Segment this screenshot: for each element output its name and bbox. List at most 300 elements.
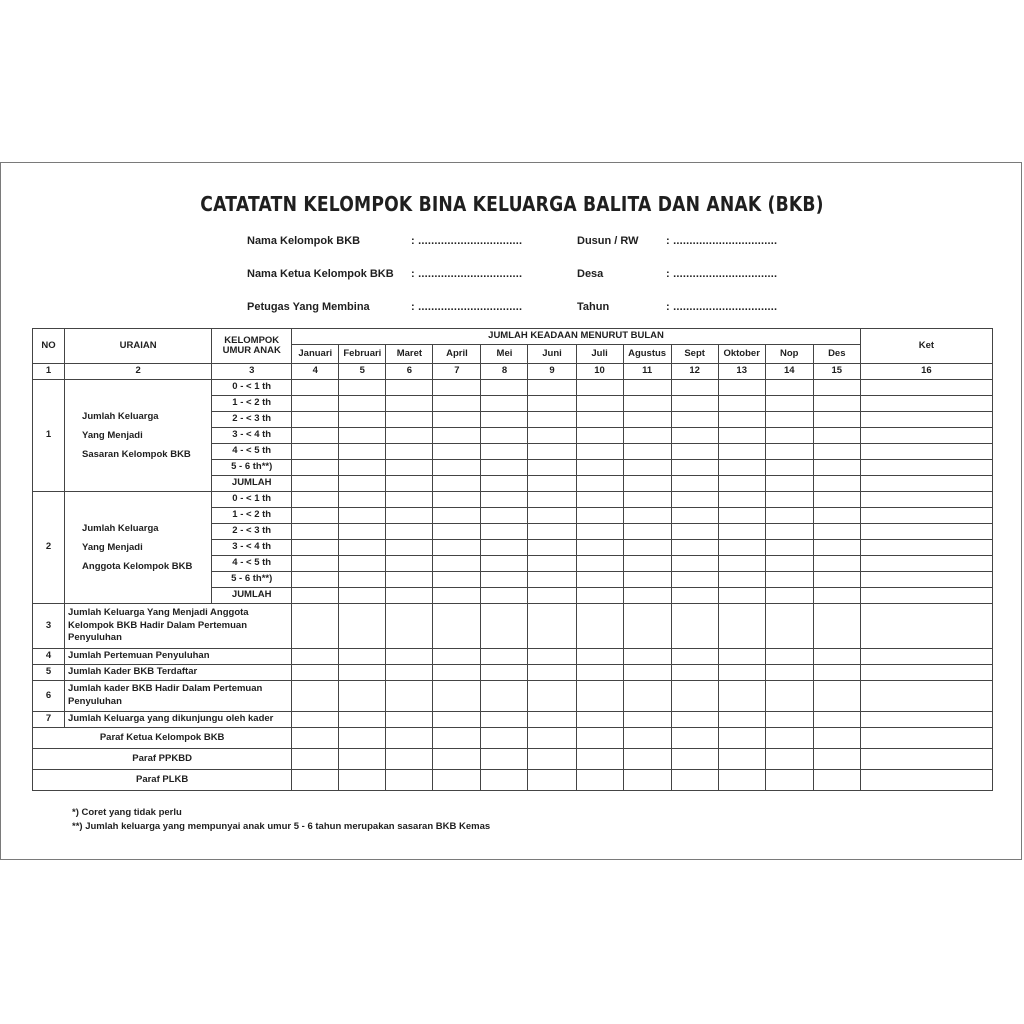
empty-cell <box>623 681 671 712</box>
empty-cell <box>528 460 576 476</box>
empty-cell <box>671 380 718 396</box>
empty-cell <box>860 681 992 712</box>
empty-cell <box>718 524 765 540</box>
column-number: 1 <box>33 364 65 380</box>
empty-cell <box>481 428 528 444</box>
empty-cell <box>339 665 386 681</box>
empty-cell <box>623 476 671 492</box>
empty-cell <box>339 460 386 476</box>
empty-cell <box>765 428 813 444</box>
section-description <box>65 380 212 492</box>
empty-cell <box>292 728 339 749</box>
empty-cell <box>576 728 623 749</box>
empty-cell <box>671 604 718 649</box>
empty-cell <box>481 604 528 649</box>
info-value-tahun: : ................................ <box>666 301 778 313</box>
empty-cell <box>576 460 623 476</box>
empty-cell <box>528 524 576 540</box>
empty-cell <box>433 572 481 588</box>
empty-cell <box>481 444 528 460</box>
empty-cell <box>718 665 765 681</box>
empty-cell <box>292 604 339 649</box>
empty-cell <box>528 749 576 770</box>
empty-cell <box>339 681 386 712</box>
empty-cell <box>576 380 623 396</box>
month-header: April <box>433 345 481 364</box>
bkb-record-table <box>32 328 993 791</box>
empty-cell <box>292 508 339 524</box>
empty-cell <box>860 476 992 492</box>
empty-cell <box>813 396 860 412</box>
empty-cell <box>386 412 433 428</box>
empty-cell <box>433 476 481 492</box>
empty-cell <box>718 540 765 556</box>
empty-cell <box>813 476 860 492</box>
empty-cell <box>292 712 339 728</box>
empty-cell <box>623 649 671 665</box>
empty-cell <box>623 540 671 556</box>
empty-cell <box>386 572 433 588</box>
column-number: 13 <box>718 364 765 380</box>
empty-cell <box>671 412 718 428</box>
column-number: 4 <box>292 364 339 380</box>
month-header: Maret <box>386 345 433 364</box>
empty-cell <box>339 749 386 770</box>
empty-cell <box>528 572 576 588</box>
empty-cell <box>433 604 481 649</box>
month-header: Oktober <box>718 345 765 364</box>
empty-cell <box>576 412 623 428</box>
empty-cell <box>765 460 813 476</box>
empty-cell <box>339 396 386 412</box>
empty-cell <box>576 492 623 508</box>
empty-cell <box>433 380 481 396</box>
empty-cell <box>292 444 339 460</box>
empty-cell <box>292 556 339 572</box>
empty-cell <box>813 556 860 572</box>
table-row <box>33 665 993 681</box>
empty-cell <box>433 712 481 728</box>
empty-cell <box>718 649 765 665</box>
empty-cell <box>576 665 623 681</box>
empty-cell <box>671 396 718 412</box>
age-group-cell: 3 - < 4 th <box>212 540 292 556</box>
empty-cell <box>481 770 528 791</box>
empty-cell <box>671 460 718 476</box>
info-value-nama-kelompok: : ................................ <box>411 235 523 247</box>
empty-cell <box>528 770 576 791</box>
column-number: 2 <box>65 364 212 380</box>
column-number: 11 <box>623 364 671 380</box>
empty-cell <box>671 649 718 665</box>
empty-cell <box>623 572 671 588</box>
empty-cell <box>528 681 576 712</box>
age-group-cell: 4 - < 5 th <box>212 556 292 572</box>
empty-cell <box>860 396 992 412</box>
column-number: 7 <box>433 364 481 380</box>
empty-cell <box>528 712 576 728</box>
info-value-nama-ketua: : ................................ <box>411 268 523 280</box>
empty-cell <box>671 665 718 681</box>
age-group-cell: 2 - < 3 th <box>212 524 292 540</box>
empty-cell <box>576 396 623 412</box>
empty-cell <box>765 572 813 588</box>
empty-cell <box>860 770 992 791</box>
empty-cell <box>623 444 671 460</box>
table-row <box>33 380 993 396</box>
empty-cell <box>481 476 528 492</box>
empty-cell <box>339 476 386 492</box>
empty-cell <box>292 396 339 412</box>
empty-cell <box>386 712 433 728</box>
empty-cell <box>860 428 992 444</box>
empty-cell <box>433 749 481 770</box>
empty-cell <box>813 428 860 444</box>
empty-cell <box>623 665 671 681</box>
empty-cell <box>433 460 481 476</box>
empty-cell <box>813 412 860 428</box>
empty-cell <box>813 508 860 524</box>
empty-cell <box>623 728 671 749</box>
age-group-cell: 4 - < 5 th <box>212 444 292 460</box>
empty-cell <box>860 649 992 665</box>
footnote-2: **) Jumlah keluarga yang mempunyai anak umur 5 - 6 tahun merupakan sasaran BKB Kemas <box>72 821 491 832</box>
empty-cell <box>765 508 813 524</box>
empty-cell <box>481 508 528 524</box>
empty-cell <box>718 428 765 444</box>
column-number: 10 <box>576 364 623 380</box>
empty-cell <box>860 412 992 428</box>
empty-cell <box>576 540 623 556</box>
empty-cell <box>671 749 718 770</box>
empty-cell <box>813 492 860 508</box>
empty-cell <box>433 556 481 572</box>
empty-cell <box>860 749 992 770</box>
footnotes <box>72 806 490 834</box>
empty-cell <box>528 476 576 492</box>
empty-cell <box>860 712 992 728</box>
section-description <box>65 492 212 604</box>
empty-cell <box>386 508 433 524</box>
empty-cell <box>860 460 992 476</box>
empty-cell <box>528 492 576 508</box>
empty-cell <box>292 492 339 508</box>
header-kelompok-umur: KELOMPOK UMUR ANAK <box>212 329 292 364</box>
empty-cell <box>433 412 481 428</box>
month-header: Des <box>813 345 860 364</box>
empty-cell <box>292 460 339 476</box>
row-description: Jumlah Pertemuan Penyuluhan <box>65 649 292 665</box>
empty-cell <box>813 588 860 604</box>
row-description: Jumlah Keluarga yang dikunjungu oleh kader <box>65 712 292 728</box>
column-number-row <box>33 364 993 380</box>
empty-cell <box>623 396 671 412</box>
info-label-petugas: Petugas Yang Membina <box>247 301 370 313</box>
empty-cell <box>339 588 386 604</box>
empty-cell <box>386 770 433 791</box>
column-number: 9 <box>528 364 576 380</box>
empty-cell <box>813 380 860 396</box>
empty-cell <box>623 749 671 770</box>
empty-cell <box>528 540 576 556</box>
empty-cell <box>292 476 339 492</box>
empty-cell <box>718 604 765 649</box>
empty-cell <box>576 604 623 649</box>
empty-cell <box>765 770 813 791</box>
empty-cell <box>576 649 623 665</box>
empty-cell <box>292 428 339 444</box>
row-number: 5 <box>33 665 65 681</box>
empty-cell <box>433 524 481 540</box>
empty-cell <box>718 476 765 492</box>
empty-cell <box>433 492 481 508</box>
empty-cell <box>671 728 718 749</box>
empty-cell <box>671 572 718 588</box>
empty-cell <box>718 380 765 396</box>
empty-cell <box>576 712 623 728</box>
empty-cell <box>623 508 671 524</box>
empty-cell <box>481 524 528 540</box>
empty-cell <box>718 460 765 476</box>
empty-cell <box>765 665 813 681</box>
empty-cell <box>671 681 718 712</box>
empty-cell <box>718 681 765 712</box>
empty-cell <box>623 770 671 791</box>
empty-cell <box>623 712 671 728</box>
empty-cell <box>765 476 813 492</box>
row-number: 3 <box>33 604 65 649</box>
empty-cell <box>339 649 386 665</box>
empty-cell <box>860 728 992 749</box>
age-group-cell: 1 - < 2 th <box>212 396 292 412</box>
month-header: Agustus <box>623 345 671 364</box>
empty-cell <box>813 749 860 770</box>
empty-cell <box>292 681 339 712</box>
row-description: Jumlah Kader BKB Terdaftar <box>65 665 292 681</box>
empty-cell <box>813 444 860 460</box>
table-row <box>33 604 993 649</box>
empty-cell <box>671 524 718 540</box>
empty-cell <box>860 540 992 556</box>
empty-cell <box>528 428 576 444</box>
empty-cell <box>813 572 860 588</box>
age-group-cell: 5 - 6 th**) <box>212 460 292 476</box>
empty-cell <box>813 460 860 476</box>
empty-cell <box>813 712 860 728</box>
signature-row <box>33 728 993 749</box>
empty-cell <box>576 508 623 524</box>
column-number: 8 <box>481 364 528 380</box>
column-number: 6 <box>386 364 433 380</box>
empty-cell <box>813 540 860 556</box>
empty-cell <box>671 588 718 604</box>
empty-cell <box>528 556 576 572</box>
empty-cell <box>339 524 386 540</box>
age-group-cell: JUMLAH <box>212 588 292 604</box>
row-description: Jumlah Keluarga Yang Menjadi Anggota Kelompok BKB Hadir Dalam Pertemuan Penyuluhan <box>65 604 292 649</box>
empty-cell <box>765 380 813 396</box>
empty-cell <box>386 556 433 572</box>
empty-cell <box>718 728 765 749</box>
empty-cell <box>339 728 386 749</box>
empty-cell <box>718 556 765 572</box>
info-label-dusun: Dusun / RW <box>577 235 639 247</box>
empty-cell <box>765 444 813 460</box>
signature-label: Paraf PPKBD <box>33 749 292 770</box>
table-row <box>33 712 993 728</box>
empty-cell <box>339 380 386 396</box>
section-description-line: Sasaran Kelompok BKB <box>82 449 191 460</box>
empty-cell <box>433 396 481 412</box>
empty-cell <box>386 476 433 492</box>
empty-cell <box>386 540 433 556</box>
empty-cell <box>718 508 765 524</box>
empty-cell <box>481 665 528 681</box>
header-uraian: URAIAN <box>65 329 212 364</box>
empty-cell <box>386 492 433 508</box>
empty-cell <box>576 524 623 540</box>
empty-cell <box>623 492 671 508</box>
empty-cell <box>671 428 718 444</box>
empty-cell <box>292 524 339 540</box>
empty-cell <box>433 728 481 749</box>
empty-cell <box>671 712 718 728</box>
header-row <box>33 329 993 345</box>
empty-cell <box>576 588 623 604</box>
empty-cell <box>386 524 433 540</box>
empty-cell <box>481 396 528 412</box>
empty-cell <box>576 572 623 588</box>
empty-cell <box>765 681 813 712</box>
column-number: 14 <box>765 364 813 380</box>
empty-cell <box>671 508 718 524</box>
empty-cell <box>623 588 671 604</box>
age-group-cell: 0 - < 1 th <box>212 492 292 508</box>
month-header: Sept <box>671 345 718 364</box>
table-row <box>33 492 993 508</box>
empty-cell <box>718 770 765 791</box>
empty-cell <box>292 649 339 665</box>
section-description-line: Yang Menjadi <box>82 430 143 441</box>
empty-cell <box>528 728 576 749</box>
section-description-line: Jumlah Keluarga <box>82 411 159 422</box>
empty-cell <box>813 524 860 540</box>
empty-cell <box>671 444 718 460</box>
empty-cell <box>339 604 386 649</box>
age-group-cell: 2 - < 3 th <box>212 412 292 428</box>
empty-cell <box>765 540 813 556</box>
empty-cell <box>433 428 481 444</box>
form-title: CATATATN KELOMPOK BINA KELUARGA BALITA DAN ANAK (BKB) <box>200 192 824 216</box>
signature-row <box>33 770 993 791</box>
row-number: 4 <box>33 649 65 665</box>
empty-cell <box>765 556 813 572</box>
month-header: Juli <box>576 345 623 364</box>
empty-cell <box>623 428 671 444</box>
empty-cell <box>860 572 992 588</box>
empty-cell <box>765 749 813 770</box>
section-description-line: Jumlah Keluarga <box>82 523 159 534</box>
info-value-dusun: : ................................ <box>666 235 778 247</box>
row-number: 1 <box>33 380 65 492</box>
info-label-nama-kelompok: Nama Kelompok BKB <box>247 235 361 247</box>
empty-cell <box>339 492 386 508</box>
empty-cell <box>386 649 433 665</box>
empty-cell <box>386 444 433 460</box>
row-number: 6 <box>33 681 65 712</box>
empty-cell <box>765 649 813 665</box>
empty-cell <box>623 604 671 649</box>
empty-cell <box>386 665 433 681</box>
empty-cell <box>386 396 433 412</box>
empty-cell <box>623 412 671 428</box>
empty-cell <box>813 728 860 749</box>
info-label-desa: Desa <box>577 268 604 280</box>
column-number: 12 <box>671 364 718 380</box>
table-row <box>33 649 993 665</box>
empty-cell <box>433 588 481 604</box>
empty-cell <box>671 556 718 572</box>
signature-row <box>33 749 993 770</box>
empty-cell <box>339 572 386 588</box>
empty-cell <box>718 749 765 770</box>
section-description-line: Anggota Kelompok BKB <box>82 561 193 572</box>
empty-cell <box>860 556 992 572</box>
empty-cell <box>528 649 576 665</box>
header-ket: Ket <box>860 329 992 364</box>
empty-cell <box>623 380 671 396</box>
empty-cell <box>576 749 623 770</box>
empty-cell <box>292 665 339 681</box>
column-number: 3 <box>212 364 292 380</box>
empty-cell <box>339 428 386 444</box>
empty-cell <box>765 712 813 728</box>
info-value-desa: : ................................ <box>666 268 778 280</box>
empty-cell <box>813 604 860 649</box>
empty-cell <box>623 460 671 476</box>
empty-cell <box>481 681 528 712</box>
empty-cell <box>339 540 386 556</box>
empty-cell <box>576 476 623 492</box>
empty-cell <box>528 412 576 428</box>
month-header: Juni <box>528 345 576 364</box>
month-header: Nop <box>765 345 813 364</box>
empty-cell <box>481 572 528 588</box>
empty-cell <box>576 428 623 444</box>
row-description: Jumlah kader BKB Hadir Dalam Pertemuan Penyuluhan <box>65 681 292 712</box>
age-group-cell: 1 - < 2 th <box>212 508 292 524</box>
empty-cell <box>433 508 481 524</box>
empty-cell <box>292 412 339 428</box>
empty-cell <box>528 604 576 649</box>
empty-cell <box>576 556 623 572</box>
info-label-tahun: Tahun <box>577 301 610 313</box>
empty-cell <box>860 604 992 649</box>
column-number: 16 <box>860 364 992 380</box>
table-row <box>33 681 993 712</box>
empty-cell <box>765 412 813 428</box>
empty-cell <box>339 556 386 572</box>
row-number: 2 <box>33 492 65 604</box>
empty-cell <box>576 681 623 712</box>
empty-cell <box>339 770 386 791</box>
empty-cell <box>718 396 765 412</box>
empty-cell <box>481 412 528 428</box>
empty-cell <box>433 665 481 681</box>
empty-cell <box>481 728 528 749</box>
empty-cell <box>528 588 576 604</box>
empty-cell <box>765 492 813 508</box>
